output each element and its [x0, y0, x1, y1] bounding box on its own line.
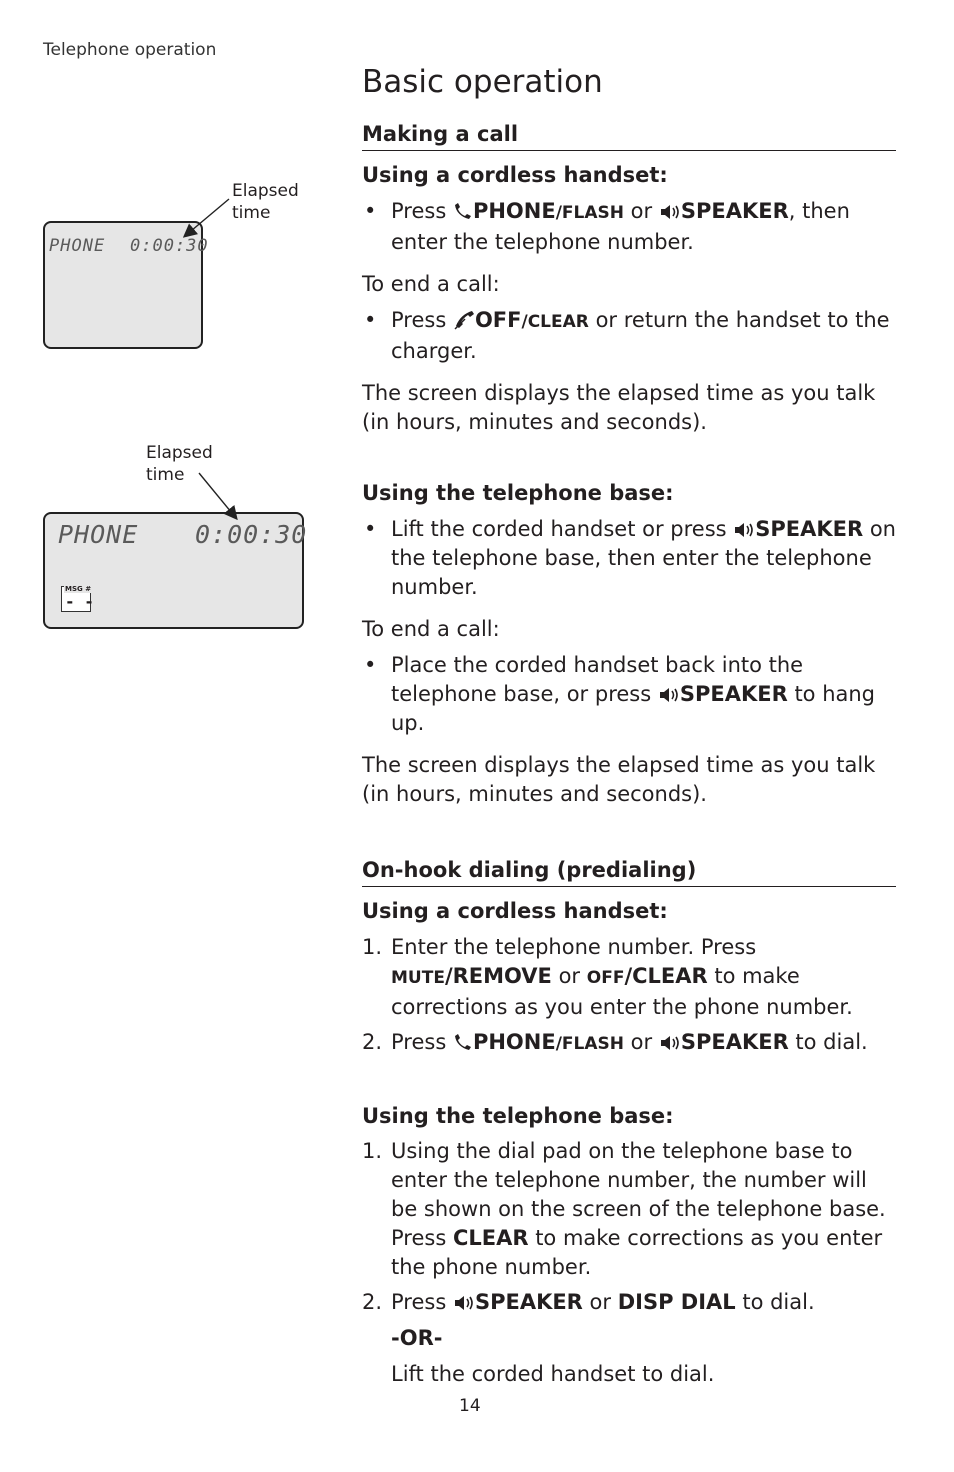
section-heading-making-a-call: Making a call	[362, 120, 896, 151]
handset-icon	[453, 1034, 473, 1052]
base-screen-timer: 0:00:30	[195, 520, 308, 549]
subheading-cordless-handset: Using a cordless handset:	[362, 163, 668, 187]
speaker-icon	[453, 1294, 475, 1312]
main-content	[362, 62, 896, 1389]
end-call-label: To end a call:	[362, 272, 500, 296]
handset-screen-timer: 0:00:30	[130, 236, 209, 256]
speaker-icon	[733, 521, 755, 539]
speaker-icon	[658, 686, 680, 704]
hang-up-icon	[453, 310, 475, 330]
subheading-telephone-base: Using the telephone base:	[362, 481, 674, 505]
speaker-icon	[659, 203, 681, 221]
elapsed-time-note: The screen displays the elapsed time as you talk (in hours, minutes and seconds).	[362, 753, 876, 806]
subheading-telephone-base: Using the telephone base:	[362, 1104, 674, 1128]
list-item: • Press OFF/CLEAR or return the handset to the charger.	[362, 306, 896, 366]
list-item: 2. Press PHONE/FLASH or SPEAKER to dial.	[362, 1030, 868, 1054]
subheading-cordless-handset: Using a cordless handset:	[362, 899, 668, 923]
or-separator: -OR-	[391, 1326, 443, 1350]
base-callout-arrow	[199, 473, 236, 518]
speaker-icon	[659, 1034, 681, 1052]
handset-elapsed-time-callout: Elapsed time	[232, 181, 299, 223]
section-heading-on-hook-dialing: On-hook dialing (predialing)	[362, 856, 896, 887]
page-number: 14	[459, 1396, 481, 1416]
list-item: 1. Enter the telephone number. Press MUTE/REMOVE or OFF/CLEAR to make corrections as you enter the phone number.	[362, 935, 853, 1019]
list-item: • Place the corded handset back into the telephone base, or press SPEAKER to hang up.	[362, 651, 896, 738]
page-title: Basic operation	[362, 64, 603, 100]
list-item: 1. Using the dial pad on the telephone base to enter the telephone number, the number will be shown on the screen of the telephone base. Press CLEAR to make corrections as you enter the phone number.	[362, 1139, 886, 1279]
list-item: • Lift the corded handset or press SPEAKER on the telephone base, then enter the telephone number.	[362, 515, 896, 602]
msg-counter-value: - -	[65, 592, 94, 611]
base-screen-phone-label: PHONE	[58, 520, 139, 549]
handset-callout-arrow	[185, 199, 229, 236]
handset-screen-phone-label: PHONE	[49, 236, 106, 256]
running-head: Telephone operation	[43, 40, 217, 60]
elapsed-time-note: The screen displays the elapsed time as you talk (in hours, minutes and seconds).	[362, 381, 876, 434]
base-elapsed-time-callout: Elapsed time	[146, 443, 213, 485]
list-item: • Press PHONE/FLASH or SPEAKER, then enter the telephone number.	[362, 197, 896, 257]
end-call-label: To end a call:	[362, 617, 500, 641]
list-item: 2. Press SPEAKER or DISP DIAL to dial.	[362, 1290, 815, 1314]
alternative-instruction: Lift the corded handset to dial.	[391, 1362, 715, 1386]
msg-counter-label: MSG #	[65, 585, 92, 593]
handset-icon	[453, 203, 473, 221]
